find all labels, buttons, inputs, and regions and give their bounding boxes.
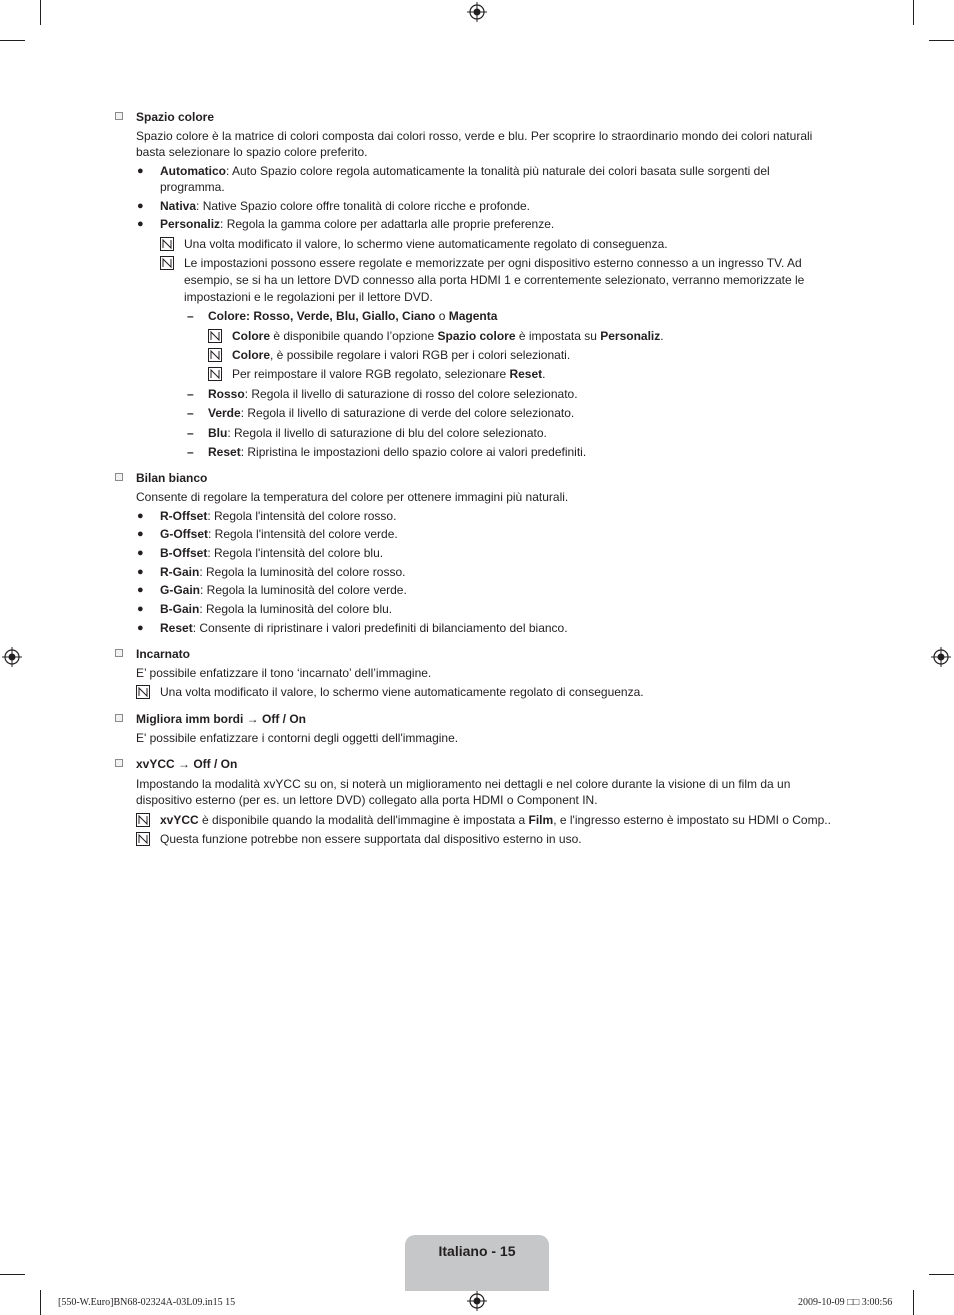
page-number: Italiano - 15 (438, 1243, 516, 1259)
section-title-spazio-colore: Spazio colore (136, 110, 215, 124)
bullet-icon: ● (137, 547, 144, 559)
section-description: basta selezionare lo spazio colore preferito. (136, 145, 368, 159)
crop-mark (913, 0, 914, 25)
bullet-icon: ● (137, 218, 144, 230)
note-icon (208, 329, 222, 343)
bullet-icon: ● (137, 510, 144, 522)
section-marker-icon (115, 473, 123, 481)
note-icon (160, 256, 174, 270)
bullet-icon: ● (137, 622, 144, 634)
crop-mark (40, 1290, 41, 1315)
crop-mark (40, 0, 41, 25)
dash-icon: – (187, 445, 194, 459)
crop-mark (929, 1274, 954, 1275)
note-icon (208, 348, 222, 362)
bullet-icon: ● (137, 566, 144, 578)
crop-mark (0, 40, 25, 41)
note-text: Colore è disponibile quando l’opzione Spazio colore è impostata su Personaliz. (232, 329, 664, 343)
list-item: G-Gain: Regola la luminosità del colore verde. (160, 583, 407, 597)
print-slug-left: [550-W.Euro]BN68-02324A-03L09.in15 15 (58, 1297, 236, 1308)
list-item: B-Offset: Regola l'intensità del colore blu. (160, 546, 384, 560)
dash-icon: – (187, 309, 194, 323)
note-icon (136, 832, 150, 846)
note-text: xvYCC è disponibile quando la modalità dell'immagine è impostata a Film, e l'ingresso esterno è impostato su HDMI o Comp.. (160, 813, 831, 827)
section-description: E' possibile enfatizzare i contorni degli oggetti dell'immagine. (136, 731, 459, 745)
note-icon (136, 813, 150, 827)
note-text: Per reimpostare il valore RGB regolato, selezionare Reset. (232, 367, 546, 381)
section-description: E’ possibile enfatizzare il tono ‘incarnato’ dell’immagine. (136, 666, 432, 680)
section-title-bilan-bianco: Bilan bianco (136, 471, 208, 485)
list-item: R-Offset: Regola l'intensità del colore rosso. (160, 509, 397, 523)
section-title-incarnato: Incarnato (136, 647, 191, 661)
registration-mark-icon (2, 647, 22, 667)
section-description: Consente di regolare la temperatura del colore per ottenere immagini più naturali. (136, 490, 569, 504)
section-description: Impostando la modalità xvYCC su on, si noterà un miglioramento nei dettagli e nel colore durante la visione di un film da un (136, 777, 791, 791)
sub-item-colore: Colore: Rosso, Verde, Blu, Giallo, Ciano o Magenta (208, 309, 498, 323)
note-text: Colore, è possibile regolare i valori RGB per i colori selezionati. (232, 348, 571, 362)
section-marker-icon (115, 759, 123, 767)
bullet-icon: ● (137, 165, 144, 177)
sub-item-reset: Reset: Ripristina le impostazioni dello spazio colore ai valori predefiniti. (208, 445, 587, 459)
registration-mark-icon (467, 2, 487, 22)
list-item: G-Offset: Regola l'intensità del colore verde. (160, 527, 398, 541)
registration-mark-icon (931, 647, 951, 667)
bullet-icon: ● (137, 603, 144, 615)
crop-mark (913, 1290, 914, 1315)
list-item-automatico-cont: programma. (160, 180, 225, 194)
list-item: B-Gain: Regola la luminosità del colore blu. (160, 602, 393, 616)
bullet-icon: ● (137, 528, 144, 540)
list-item-personaliz: Personaliz: Regola la gamma colore per adattarla alle proprie preferenze. (160, 217, 555, 231)
note-text: Questa funzione potrebbe non essere supportata dal dispositivo esterno in uso. (160, 832, 582, 846)
section-title-migliora: Migliora imm bordi → Off / On (136, 712, 306, 726)
print-slug-right: 2009-10-09 □□ 3:00:56 (798, 1297, 893, 1308)
section-title-xvycc: xvYCC → Off / On (136, 757, 238, 771)
note-text: impostazioni e le regolazioni per il lettore DVD. (184, 290, 433, 304)
registration-mark-icon (467, 1291, 487, 1311)
crop-mark (0, 1274, 25, 1275)
section-marker-icon (115, 714, 123, 722)
section-description: Spazio colore è la matrice di colori composta dai colori rosso, verde e blu. Per scoprire lo straordinario mondo dei colori naturali (136, 129, 813, 143)
note-text: Una volta modificato il valore, lo schermo viene automaticamente regolato di conseguenza. (160, 685, 644, 699)
note-text: esempio, se si ha un lettore DVD connesso alla porta HDMI 1 e correntemente selezionato, verranno memorizzate le (184, 273, 805, 287)
section-marker-icon (115, 112, 123, 120)
dash-icon: – (187, 426, 194, 440)
section-marker-icon (115, 649, 123, 657)
list-item-automatico: Automatico: Auto Spazio colore regola automaticamente la tonalità più naturale dei colori basata sulle sorgenti del (160, 164, 770, 178)
note-text: Una volta modificato il valore, lo schermo viene automaticamente regolato di conseguenza. (184, 237, 668, 251)
list-item-nativa: Nativa: Native Spazio colore offre tonalità di colore ricche e profonde. (160, 199, 530, 213)
list-item: R-Gain: Regola la luminosità del colore rosso. (160, 565, 406, 579)
sub-item-rosso: Rosso: Regola il livello di saturazione di rosso del colore selezionato. (208, 387, 578, 401)
note-icon (136, 685, 150, 699)
note-icon (160, 237, 174, 251)
bullet-icon: ● (137, 200, 144, 212)
section-description: dispositivo esterno (per es. un lettore DVD) collegato alla porta HDMI o Component IN. (136, 793, 598, 807)
dash-icon: – (187, 387, 194, 401)
note-text: Le impostazioni possono essere regolate e memorizzate per ogni dispositivo esterno connesso a un ingresso TV. Ad (184, 256, 802, 270)
sub-item-blu: Blu: Regola il livello di saturazione di blu del colore selezionato. (208, 426, 547, 440)
bullet-icon: ● (137, 584, 144, 596)
dash-icon: – (187, 406, 194, 420)
list-item: Reset: Consente di ripristinare i valori predefiniti di bilanciamento del bianco. (160, 621, 568, 635)
crop-mark (929, 40, 954, 41)
sub-item-verde: Verde: Regola il livello di saturazione di verde del colore selezionato. (208, 406, 575, 420)
note-icon (208, 367, 222, 381)
